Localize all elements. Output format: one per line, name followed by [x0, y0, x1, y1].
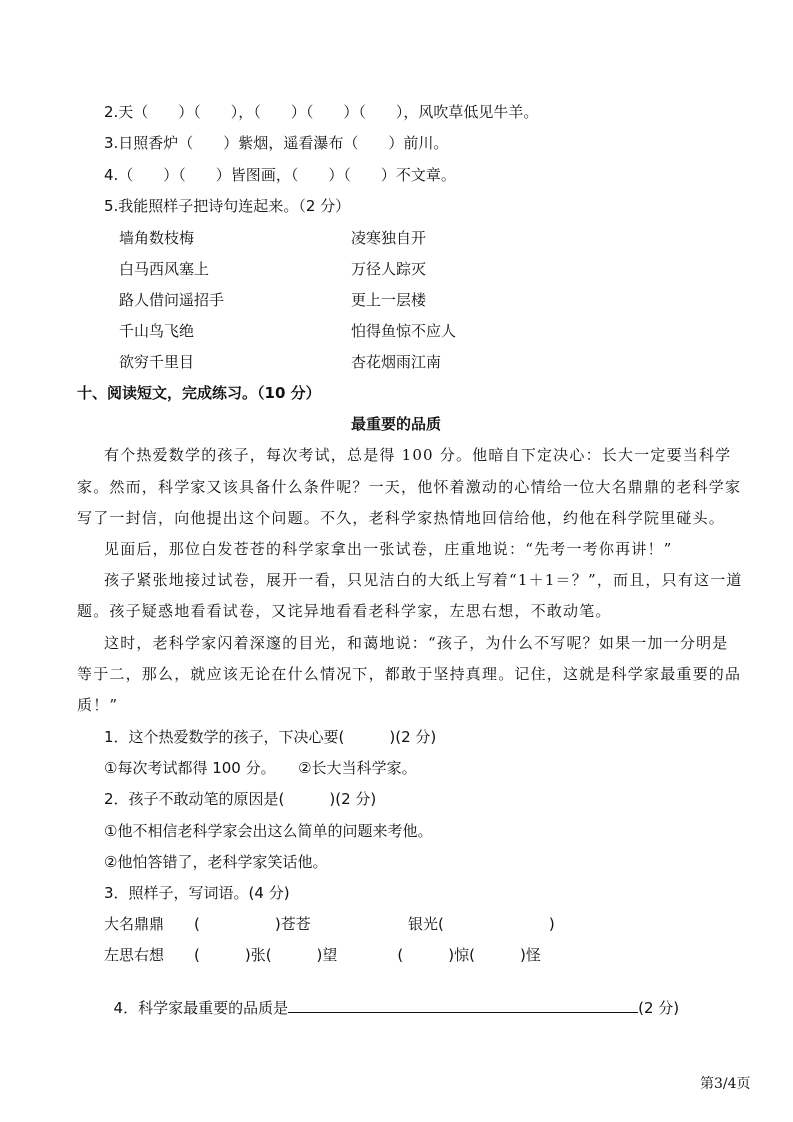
reading-question-4 [104, 976, 679, 1018]
question-3-poem: 3.日照香炉（ ）紫烟，遥看瀑布（ ）前川。 [104, 134, 449, 152]
section-heading: 十、阅读短文，完成练习。（10 分） [77, 384, 321, 402]
passage-line: 等于二，那么，就应该无论在什么情况下，都敢于坚持真理。记住，这就是科学家最重要的品 [77, 665, 742, 683]
passage-line: 家。然而，科学家又该具备什么条件呢？一天，他怀着激动的心情给一位大名鼎鼎的老科学家 [77, 478, 742, 496]
passage-line: 这时，老科学家闪着深邃的目光，和蔼地说：“孩子，为什么不写呢？如果一加一分明是 [104, 634, 729, 652]
passage-title: 最重要的品质 [351, 415, 442, 433]
match-right-item: 凌寒独自开 [351, 229, 427, 247]
question-2-poem: 2.天（ ）（ ），（ ）（ ）（ ），风吹草低见牛羊。 [104, 103, 539, 121]
match-right-item: 更上一层楼 [351, 291, 427, 309]
answer-blank[interactable] [288, 996, 638, 1013]
passage-line: 孩子紧张地接过试卷，展开一看，只见洁白的大纸上写着“1＋1＝？”，而且，只有这一道 [104, 571, 743, 589]
question-3-example-row-1: 大名鼎鼎 ( )苍苍 [104, 915, 311, 933]
match-right-item: 怕得鱼惊不应人 [351, 322, 457, 340]
question-1-options: ①每次考试都得 100 分。 ②长大当科学家。 [104, 759, 417, 777]
match-right-item: 杏花烟雨江南 [351, 353, 442, 371]
match-left-item: 白马西风塞上 [119, 260, 210, 278]
match-left-item: 千山鸟飞绝 [119, 322, 195, 340]
question-4-points: (2 分) [638, 999, 680, 1017]
question-2-option-1: ①他不相信老科学家会出这么简单的问题来考他。 [104, 822, 433, 840]
passage-line: 见面后，那位白发苍苍的科学家拿出一张试卷，庄重地说：“先考一考你再讲！” [104, 540, 673, 558]
question-3-example-row-2: 左思右想 ( )张( )望 ( )惊( )怪 [104, 946, 541, 964]
page-number: 第3/4页 [700, 1076, 751, 1092]
question-3-silver-light: 银光( ) [408, 915, 555, 933]
question-4-prefix: 4．科学家最重要的品质是 [113, 999, 289, 1017]
passage-line: 写了一封信，向他提出这个问题。不久，老科学家热情地回信给他，约他在科学院里碰头。 [77, 509, 726, 527]
passage-line: 题。孩子疑惑地看看试卷，又诧异地看看老科学家，左思右想，不敢动笔。 [77, 602, 612, 620]
question-4-poem: 4.（ ）（ ）皆图画，（ ）（ ）不文章。 [104, 166, 456, 184]
match-right-item: 万径人踪灭 [351, 260, 427, 278]
reading-question-1: 1．这个热爱数学的孩子，下决心要( )(2 分) [104, 728, 437, 746]
reading-question-3: 3．照样子，写词语。(4 分) [104, 884, 290, 902]
question-5-instruction: 5.我能照样子把诗句连起来。（2 分） [104, 197, 351, 215]
question-2-option-2: ②他怕答错了，老科学家笑话他。 [104, 853, 328, 871]
reading-question-2: 2．孩子不敢动笔的原因是( )(2 分) [104, 790, 377, 808]
passage-line: 质！” [77, 696, 119, 714]
match-left-item: 欲穷千里目 [119, 353, 195, 371]
match-left-item: 路人借问遥招手 [119, 291, 225, 309]
match-left-item: 墙角数枝梅 [119, 229, 195, 247]
passage-line: 有个热爱数学的孩子，每次考试，总是得 100 分。他暗自下定决心：长大一定要当科学 [104, 446, 732, 464]
